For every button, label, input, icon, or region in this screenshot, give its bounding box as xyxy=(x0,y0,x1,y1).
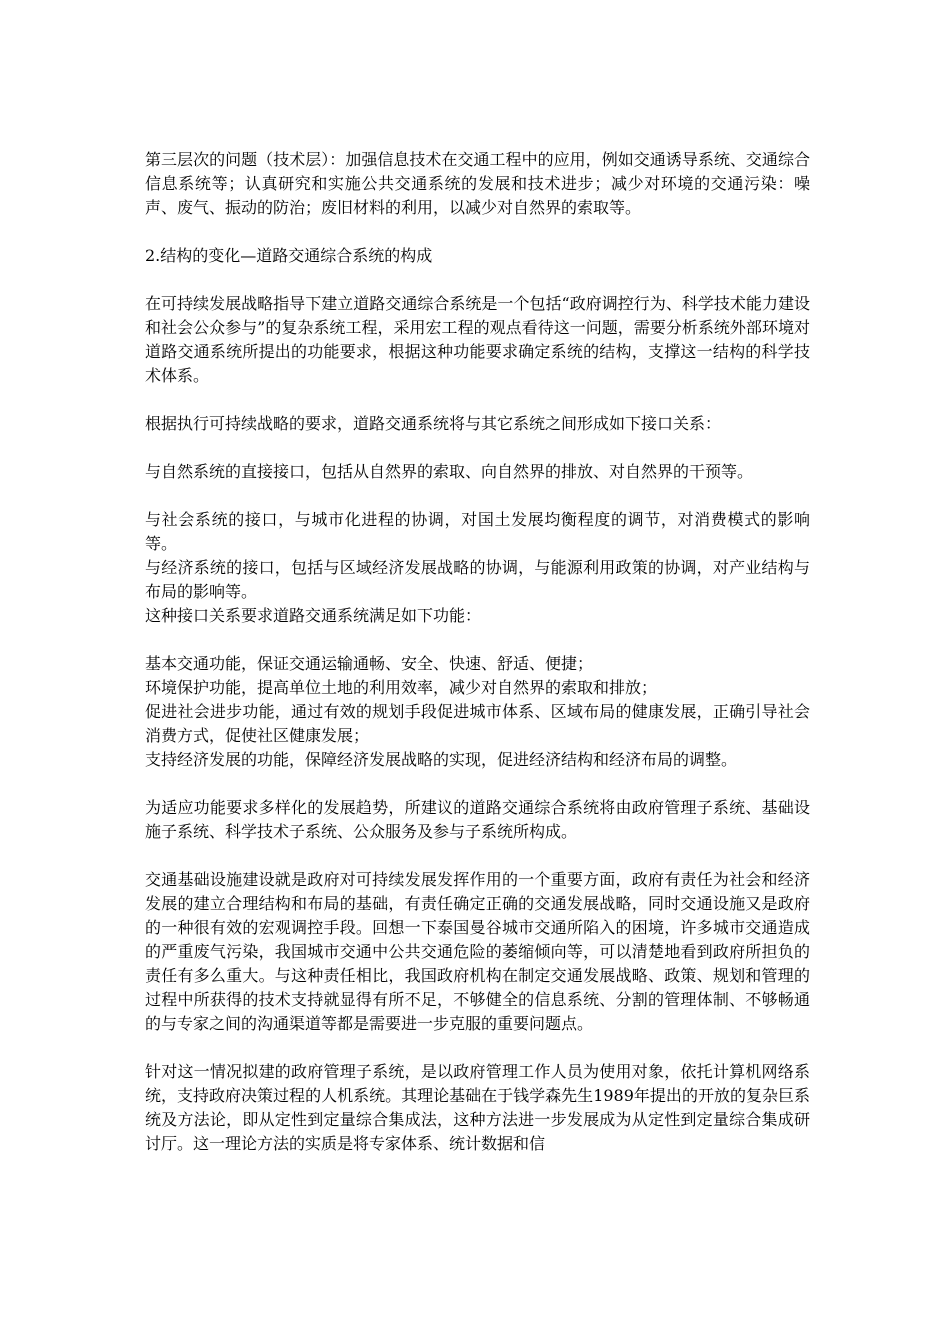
paragraph-government-subsystem: 针对这一情况拟建的政府管理子系统，是以政府管理工作人员为使用对象，依托计算机网络系统，支持政府决策过程的人机系统。其理论基础在于钱学森先生1989年提出的开放的复杂巨系统及方法论，即从定性到定量综合集成法，这种方法进一步发展成为从定性到定量综合集成研讨厅。这一理论方法的实质是将专家体系、统计数据和信 xyxy=(145,1062,810,1153)
paragraph-function-intro: 这种接口关系要求道路交通系统满足如下功能： xyxy=(145,606,482,625)
list-item-social-progress: 促进社会进步功能，通过有效的规划手段促进城市体系、区域布局的健康发展，正确引导社会消费方式，促使社区健康发展； xyxy=(145,702,810,745)
list-item-basic-traffic: 基本交通功能，保证交通运输通畅、安全、快速、舒适、便捷； xyxy=(145,654,594,673)
paragraph-spacer xyxy=(145,628,810,652)
paragraph-economic-interface: 与经济系统的接口，包括与区域经济发展战略的协调，与能源利用政策的协调，对产业结构与布局的影响等。 xyxy=(145,558,810,601)
paragraph-spacer xyxy=(145,484,810,508)
paragraph-spacer xyxy=(145,772,810,796)
paragraph-spacer xyxy=(145,388,810,412)
paragraph-infrastructure: 交通基础设施建设就是政府对可持续发展发挥作用的一个重要方面，政府有责任为社会和经济发展的建立合理结构和布局的基础，有责任确定正确的交通发展战略，同时交通设施又是政府的一种很有效的宏观调控手段。回想一下泰国曼谷城市交通所陷入的困境，许多城市交通造成的严重废气污染，我国城市交通中公共交通危险的萎缩倾向等，可以清楚地看到政府所担负的责任有多么重大。与这种责任相比，我国政府机构在制定交通发展战略、政策、规划和管理的过程中所获得的技术支持就显得有所不足，不够健全的信息系统、分割的管理体制、不够畅通的与专家之间的沟通渠道等都是需要进一步克服的重要问题点。 xyxy=(145,870,810,1033)
paragraph-spacer xyxy=(145,220,810,244)
paragraph-technical-layer: 第三层次的问题（技术层）：加强信息技术在交通工程中的应用，例如交通诱导系统、交通综合信息系统等；认真研究和实施公共交通系统的发展和技术进步；减少对环境的交通污染：噪声、废气、振动的防治；废旧材料的利用，以减少对自然界的索取等。 xyxy=(145,150,810,217)
list-item-environment: 环境保护功能，提高单位土地的利用效率，减少对自然界的索取和排放； xyxy=(145,678,658,697)
paragraph-subsystems: 为适应功能要求多样化的发展趋势，所建议的道路交通综合系统将由政府管理子系统、基础设施子系统、科学技术子系统、公众服务及参与子系统所构成。 xyxy=(145,798,810,841)
section-heading: 2.结构的变化—道路交通综合系统的构成 xyxy=(145,246,433,265)
paragraph-spacer xyxy=(145,268,810,292)
paragraph-natural-interface: 与自然系统的直接接口，包括从自然界的索取、向自然界的排放、对自然界的干预等。 xyxy=(145,462,754,481)
paragraph-interface-intro: 根据执行可持续战略的要求，道路交通系统将与其它系统之间形成如下接口关系： xyxy=(145,414,722,433)
paragraph-spacer xyxy=(145,436,810,460)
paragraph-spacer xyxy=(145,1036,810,1060)
paragraph-social-interface: 与社会系统的接口，与城市化进程的协调，对国土发展均衡程度的调节，对消费模式的影响等。 xyxy=(145,510,810,553)
document-body xyxy=(145,148,810,1156)
paragraph-spacer xyxy=(145,844,810,868)
paragraph-system-overview: 在可持续发展战略指导下建立道路交通综合系统是一个包括“政府调控行为、科学技术能力建设和社会公众参与”的复杂系统工程，采用宏工程的观点看待这一问题，需要分析系统外部环境对道路交通系统所提出的功能要求，根据这种功能要求确定系统的结构，支撑这一结构的科学技术体系。 xyxy=(145,294,810,385)
list-item-economic-support: 支持经济发展的功能，保障经济发展战略的实现，促进经济结构和经济布局的调整。 xyxy=(145,750,738,769)
